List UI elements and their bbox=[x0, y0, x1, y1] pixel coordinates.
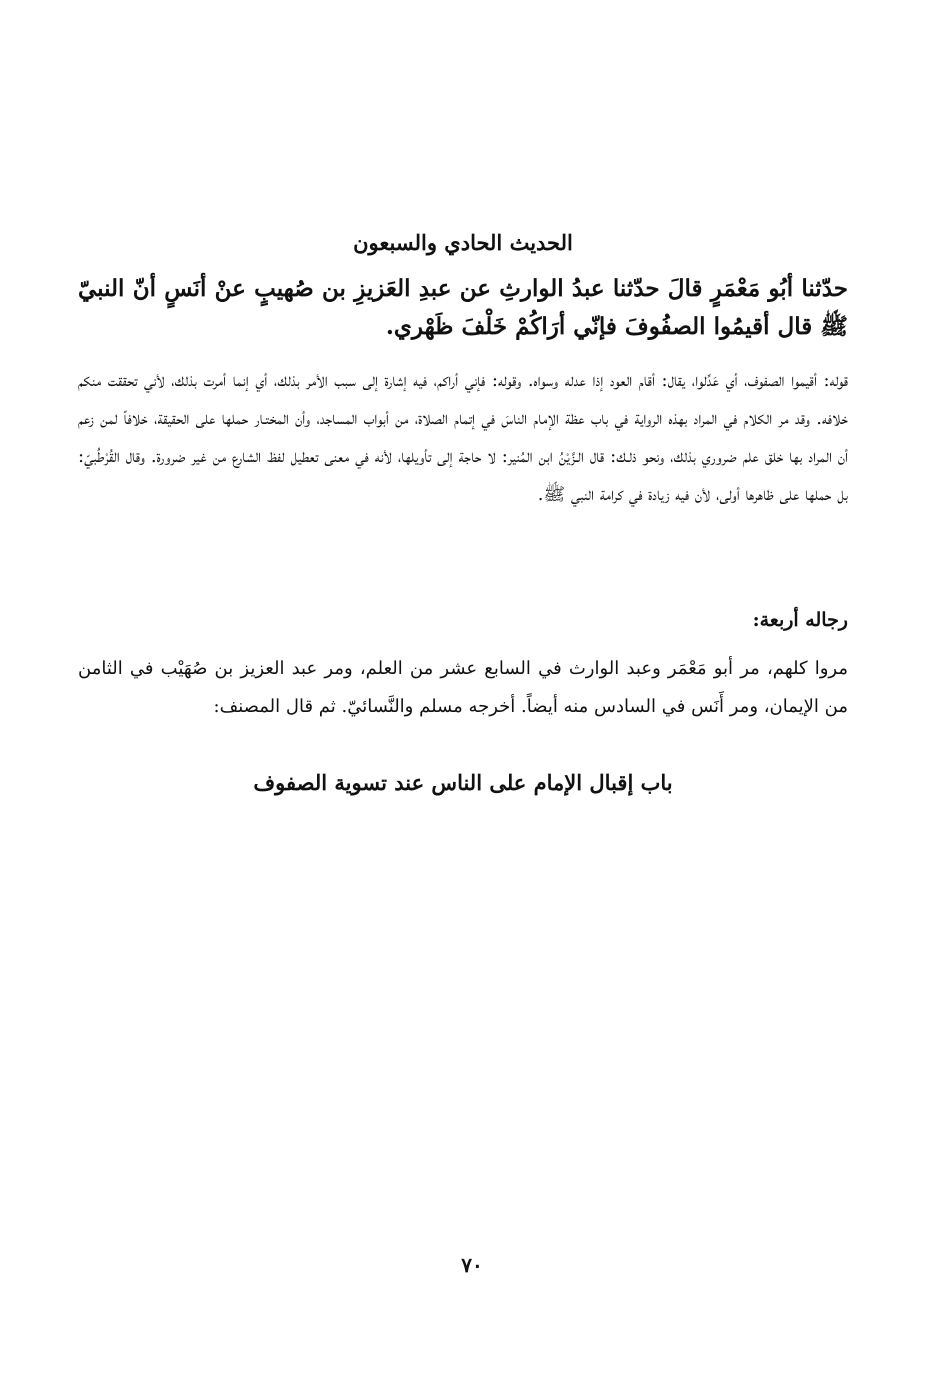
hadith-text: حدّثنا أبُو مَعْمَرٍ قالَ حدّثنا عبدُ الوارثِ عن عبدِ العَزيزِ بن صُهيبٍ عنْ أنَسٍ أنّ النبيّ ﷺ قال أقيمُوا الصفُوفَ فإنّي أرَاكُمْ خَلْفَ ظَهْري. bbox=[78, 275, 848, 340]
commentary-text: قوله: أقيموا الصفوف، أي عَدِّلوا، يقال: أقام العود إذا عدله وسواه. وقوله: فإني أراكم، فيه إشارة إلى سبب الأمر بذلك، أي إنما أمرت بذلك، لأني تحققت منكم خلافه. وقد مر الكلام في المراد بهذه الرواية في باب عظة الإمام الناسَ في إتمام الصلاة، من أبواب المساجد، وأن المختـار حملها على الحقيقة، خلافاً لمن زعم أن المراد بها خلق علم ضروري بذلك، ونحو ذلـك: قال الـزَّيْنُ ابن المُنير: لا حاجة إلى تأويلها، لأنه في معنى تعطيل لفظ الشارع من غير ضرورة. وقال القُرْطُبيّ: بل حملها على ظاهرها أولى، لأن فيه زيادة في كرامة النبي ﷺ. bbox=[78, 370, 848, 505]
chapter-title: باب إقبال الإمام على الناس عند تسوية الصفوف bbox=[253, 770, 673, 795]
section-title: الحديث الحادي والسبعون bbox=[353, 230, 573, 255]
page-number: ٧٠ bbox=[461, 1253, 483, 1277]
narrators-heading: رجاله أربعة: bbox=[752, 609, 848, 631]
narrators-text: مروا كلهم، مر أبو مَعْمَر وعبد الوارث في السابع عشر من العلم، ومر عبد العزيز بن صُهَيْب في الثامن من الإيمان، ومر أَنَس في السادس منه أيضاً. أخرجه مسلم والنَّسائيّ. ثم قال المصنف: bbox=[78, 658, 848, 717]
